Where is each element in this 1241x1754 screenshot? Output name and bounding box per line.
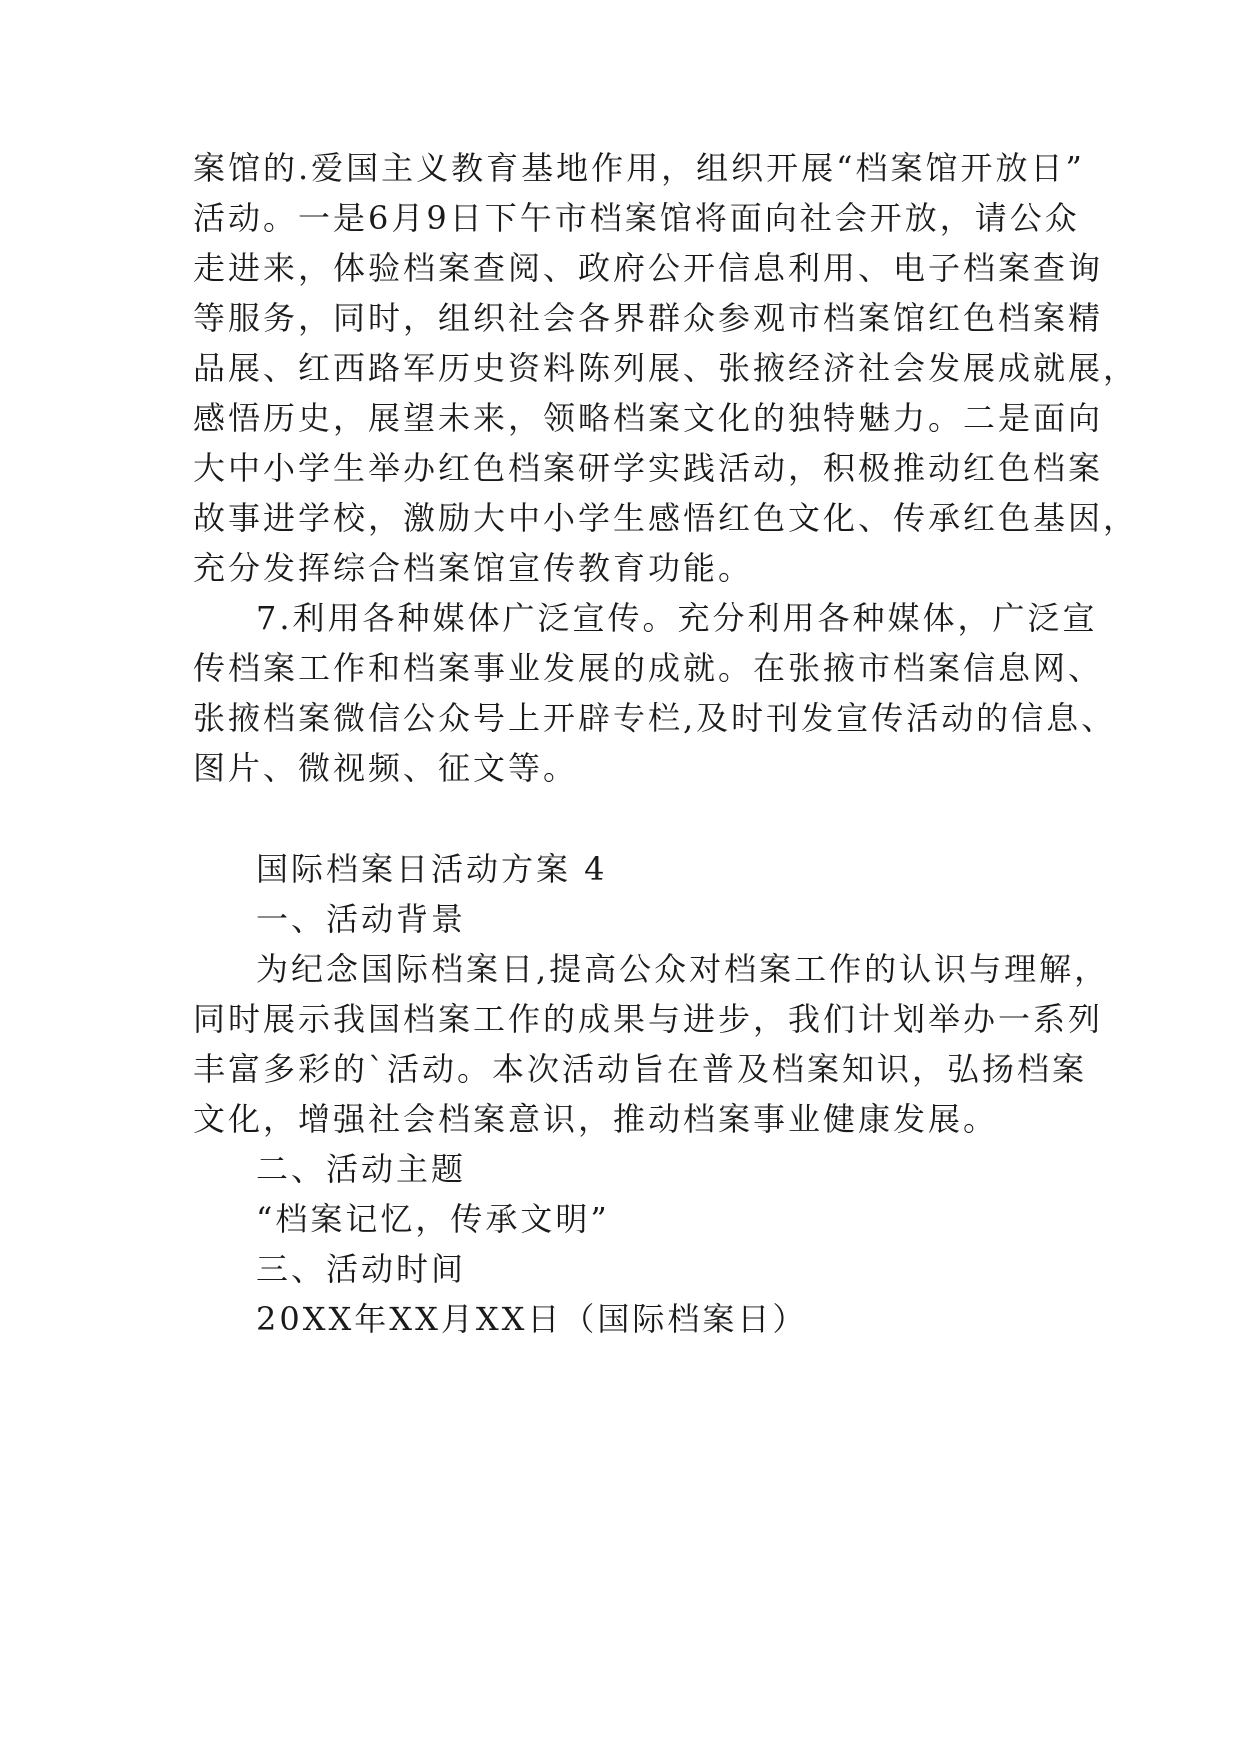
body-text-line: 案馆的.爱国主义教育基地作用，组织开展“档案馆开放日” <box>193 149 1085 187</box>
body-text-line: “档案记忆，传承文明” <box>256 1200 610 1238</box>
body-text-line: 活动。一是6月9日下午市档案馆将面向社会开放，请公众 <box>193 199 1080 237</box>
section-heading: 三、活动时间 <box>256 1250 467 1288</box>
body-text-line: 等服务，同时，组织社会各界群众参观市档案馆红色档案精 <box>193 299 1104 337</box>
body-text-line: 文化，增强社会档案意识，推动档案事业健康发展。 <box>193 1100 999 1138</box>
body-text-line: 为纪念国际档案日,提高公众对档案工作的认识与理解， <box>256 950 1110 988</box>
body-text-line: 丰富多彩的`活动。本次活动旨在普及档案知识，弘扬档案 <box>193 1050 1088 1088</box>
body-text-line: 充分发挥综合档案馆宣传教育功能。 <box>193 549 754 587</box>
body-text-line: 品展、红西路军历史资料陈列展、张掖经济社会发展成就展， <box>193 349 1139 387</box>
section-heading: 二、活动主题 <box>256 1150 467 1188</box>
body-text-line: 20XX年XX月XX日（国际档案日） <box>256 1300 808 1338</box>
body-text-line: 同时展示我国档案工作的成果与进步，我们计划举办一系列 <box>193 1000 1104 1038</box>
body-text-line: 图片、微视频、征文等。 <box>193 749 579 787</box>
body-text-line: 传档案工作和档案事业发展的成就。在张掖市档案信息网、 <box>193 649 1104 687</box>
section-heading: 一、活动背景 <box>256 900 467 938</box>
body-text-line: 感悟历史，展望未来，领略档案文化的独特魅力。二是面向 <box>193 399 1104 437</box>
body-text-line: 走进来，体验档案查阅、政府公开信息利用、电子档案查询 <box>193 249 1104 287</box>
body-text-line: 张掖档案微信公众号上开辟专栏,及时刊发宣传活动的信息、 <box>193 699 1117 737</box>
section-title: 国际档案日活动方案 4 <box>256 850 608 888</box>
body-text-line: 大中小学生举办红色档案研学实践活动，积极推动红色档案 <box>193 449 1104 487</box>
body-text-line: 故事进学校，激励大中小学生感悟红色文化、传承红色基因， <box>193 499 1139 537</box>
body-text-line: 7.利用各种媒体广泛宣传。充分利用各种媒体，广泛宣 <box>256 599 1098 637</box>
